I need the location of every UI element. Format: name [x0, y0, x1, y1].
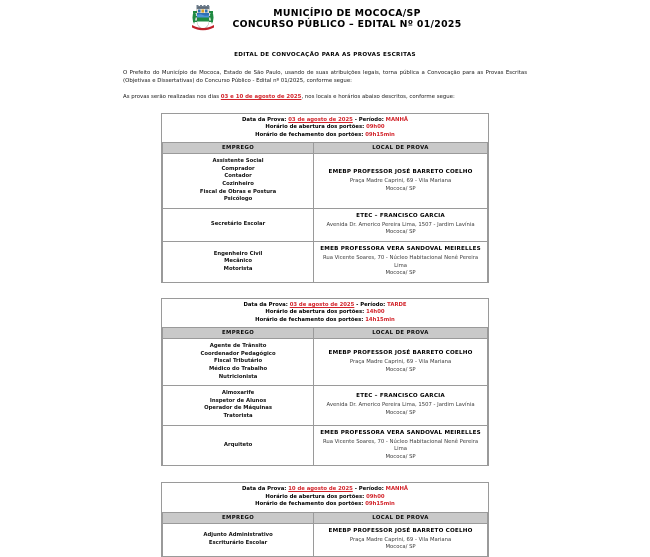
exam-period-label: Período:	[358, 486, 386, 493]
exam-block-1	[161, 113, 489, 283]
school-address-line: Rua Vicente Soares, 70 - Núcleo Habitacional Nenê Pereira	[322, 255, 479, 262]
job-title: Almoxarife	[221, 390, 255, 397]
school-address-line: Avenida Dr. Americo Pereira Lima, 1507 - Jardim Lavínia	[326, 221, 475, 228]
exam-dates-highlight: 03 e 10 de agosto de 2025	[220, 94, 302, 100]
mococa-coat-of-arms-icon	[188, 4, 218, 34]
job-title: Contador	[224, 173, 252, 180]
school-address-line: Praça Madre Caprini, 69 - Vila Mariana	[349, 359, 452, 366]
school-name: EMEBP PROFESSOR JOSÉ BARRETO COELHO	[328, 168, 473, 175]
job-title: Escriturário Escolar	[208, 539, 268, 546]
job-title: Fiscal de Obras e Postura	[199, 188, 277, 195]
job-title: Agente de Trânsito	[209, 343, 267, 350]
school-address-line: Praça Madre Caprini, 69 - Vila Mariana	[349, 177, 452, 184]
gate-open-value: 09h00	[366, 493, 385, 500]
column-header-local: LOCAL DE PROVA	[314, 328, 488, 339]
column-header-emprego: EMPREGO	[163, 513, 314, 524]
gate-close-label: Horário de fechamento dos portões:	[255, 316, 366, 323]
job-title: Tratorista	[223, 412, 253, 419]
gate-close-line	[162, 317, 488, 324]
school-name: EMEB PROFESSORA VERA SANDOVAL MEIRELLES	[320, 429, 481, 436]
job-title: Cozinheiro	[222, 181, 254, 187]
subtitle-wrap	[0, 41, 650, 60]
job-title: Médico do Trabalho	[208, 365, 268, 372]
edital-title: CONCURSO PÚBLICO – EDITAL Nº 01/2025	[232, 19, 462, 30]
column-header-local: LOCAL DE PROVA	[314, 513, 488, 524]
gate-open-value: 09h00	[366, 124, 385, 131]
gate-close-label: Horário de fechamento dos portões:	[255, 131, 366, 138]
cell-emprego	[163, 523, 314, 556]
job-title: Motorista	[223, 265, 253, 272]
gate-close-value: 09h15min	[365, 131, 395, 138]
cell-local-de-prova	[314, 208, 488, 241]
cell-emprego	[163, 208, 314, 241]
cell-emprego	[163, 339, 314, 386]
table-row	[163, 242, 488, 283]
exam-block-3	[161, 482, 489, 557]
exam-period-value: MANHÃ	[385, 486, 409, 493]
cell-local-de-prova	[314, 523, 488, 556]
school-address-line: Avenida Dr. Americo Pereira Lima, 1507 - Jardim Lavínia	[326, 402, 475, 409]
cell-emprego	[163, 425, 314, 466]
table-row	[163, 339, 488, 386]
school-address-line: Rua Vicente Soares, 70 - Núcleo Habitacional Nenê Pereira	[322, 438, 479, 445]
job-title: Assistente Social	[212, 158, 264, 165]
exam-block-2	[161, 298, 489, 466]
cell-emprego	[163, 386, 314, 425]
cell-local-de-prova	[314, 154, 488, 209]
intro-p2-before: As provas serão realizadas nos dias	[123, 94, 221, 100]
municipality-title: MUNICÍPIO DE MOCOCA/SP	[273, 8, 421, 19]
gate-open-label: Horário de abertura dos portões:	[265, 309, 367, 316]
exam-block-meta	[162, 299, 488, 328]
school-address-line: Praça Madre Caprini, 69 - Vila Mariana	[349, 536, 452, 543]
job-title: Inspetor de Alunos	[209, 397, 267, 404]
column-header-emprego: EMPREGO	[163, 328, 314, 339]
job-title: Secretário Escolar	[210, 221, 266, 228]
school-address-line: Mococa/ SP	[385, 229, 416, 236]
exam-blocks-container	[0, 113, 650, 557]
school-address-line: Mococa/ SP	[385, 409, 416, 416]
gate-close-label: Horário de fechamento dos portões:	[255, 501, 366, 508]
gate-close-value: 09h15min	[365, 501, 395, 508]
exam-date-label: Data da Prova:	[241, 486, 289, 493]
table-row	[163, 386, 488, 425]
exam-period-label: Período:	[358, 117, 386, 123]
cell-emprego	[163, 154, 314, 209]
intro-p2-after: , nos locais e horários abaixo descritos, conforme segue:	[301, 94, 455, 100]
table-row	[163, 523, 488, 556]
school-name: ETEC – FRANCISCO GARCIA	[356, 212, 445, 219]
exam-date-label: Data da Prova:	[241, 117, 289, 123]
exam-period-label: Período:	[360, 301, 388, 308]
table-row	[163, 425, 488, 466]
column-header-local: LOCAL DE PROVA	[314, 143, 488, 154]
school-address-line: Mococa/ SP	[385, 453, 416, 460]
job-title: Coordenador Pedagógico	[200, 350, 276, 357]
job-title: Adjunto Administrativo	[203, 532, 273, 539]
header-titles	[232, 8, 461, 30]
exam-date-value: 10 de agosto de 2025	[288, 486, 353, 493]
cell-local-de-prova	[314, 425, 488, 466]
gate-close-line	[162, 132, 488, 139]
exam-table	[162, 513, 488, 557]
table-header-row	[163, 143, 488, 154]
exam-date-separator: -	[352, 117, 359, 123]
job-title: Fiscal Tributário	[213, 358, 263, 365]
exam-block-meta	[162, 483, 488, 512]
job-title: Psicólogo	[223, 196, 253, 203]
job-title: Nutricionista	[218, 373, 258, 380]
school-address-line: Lima	[394, 262, 407, 269]
gate-close-line	[162, 501, 488, 508]
exam-date-line	[162, 486, 488, 493]
table-header-row	[163, 328, 488, 339]
table-row	[163, 154, 488, 209]
school-address-line: Mococa/ SP	[385, 544, 416, 551]
school-name: ETEC – FRANCISCO GARCIA	[356, 393, 445, 400]
cell-local-de-prova	[314, 386, 488, 425]
gate-close-value: 14h15min	[365, 316, 395, 323]
document-header	[0, 0, 650, 34]
job-title: Engenheiro Civil	[213, 250, 263, 257]
school-name: EMEBP PROFESSOR JOSÉ BARRETO COELHO	[328, 527, 473, 534]
job-title: Arquiteto	[223, 441, 253, 448]
school-name: EMEBP PROFESSOR JOSÉ BARRETO COELHO	[328, 350, 473, 356]
exam-table	[162, 143, 488, 283]
exam-date-label: Data da Prova:	[243, 301, 290, 308]
exam-block-meta	[162, 114, 488, 143]
exam-date-separator: -	[354, 301, 361, 308]
intro-paragraph-1: O Prefeito do Município de Mococa, Estado de São Paulo, usando de suas atribuições legais, torna pública a Convocação para as Provas Escritas (Objetivas e Dissertativas) do Concurso Público - Edital nº 01/2025, conforme segue:	[123, 70, 527, 84]
intro-paragraphs	[123, 69, 527, 101]
table-header-row	[163, 513, 488, 524]
school-name: EMEB PROFESSORA VERA SANDOVAL MEIRELLES	[320, 246, 481, 253]
school-address-line: Mococa/ SP	[385, 185, 416, 192]
gate-open-label: Horário de abertura dos portões:	[265, 124, 367, 131]
cell-emprego	[163, 242, 314, 283]
cell-local-de-prova	[314, 339, 488, 386]
cell-local-de-prova	[314, 242, 488, 283]
gate-open-line	[162, 309, 488, 316]
exam-date-value: 03 de agosto de 2025	[288, 117, 353, 123]
table-row	[163, 208, 488, 241]
intro-paragraph-2	[123, 93, 527, 101]
exam-period-value: TARDE	[387, 301, 407, 308]
job-title: Operador de Máquinas	[204, 405, 273, 412]
gate-open-line	[162, 124, 488, 131]
job-title: Comprador	[221, 165, 255, 172]
document-subtitle: EDITAL DE CONVOCAÇÃO PARA AS PROVAS ESCRITAS	[234, 52, 416, 58]
gate-open-label: Horário de abertura dos portões:	[265, 493, 367, 500]
column-header-emprego: EMPREGO	[163, 143, 314, 154]
exam-date-separator: -	[352, 486, 359, 493]
school-address-line: Mococa/ SP	[385, 270, 416, 277]
school-address-line: Mococa/ SP	[385, 366, 416, 373]
exam-table	[162, 328, 488, 466]
job-title: Mecânico	[224, 258, 253, 265]
school-address-line: Lima	[394, 446, 407, 453]
exam-date-value: 03 de agosto de 2025	[289, 301, 355, 308]
gate-open-value: 14h00	[366, 309, 385, 316]
exam-period-value: MANHÃ	[385, 117, 409, 123]
